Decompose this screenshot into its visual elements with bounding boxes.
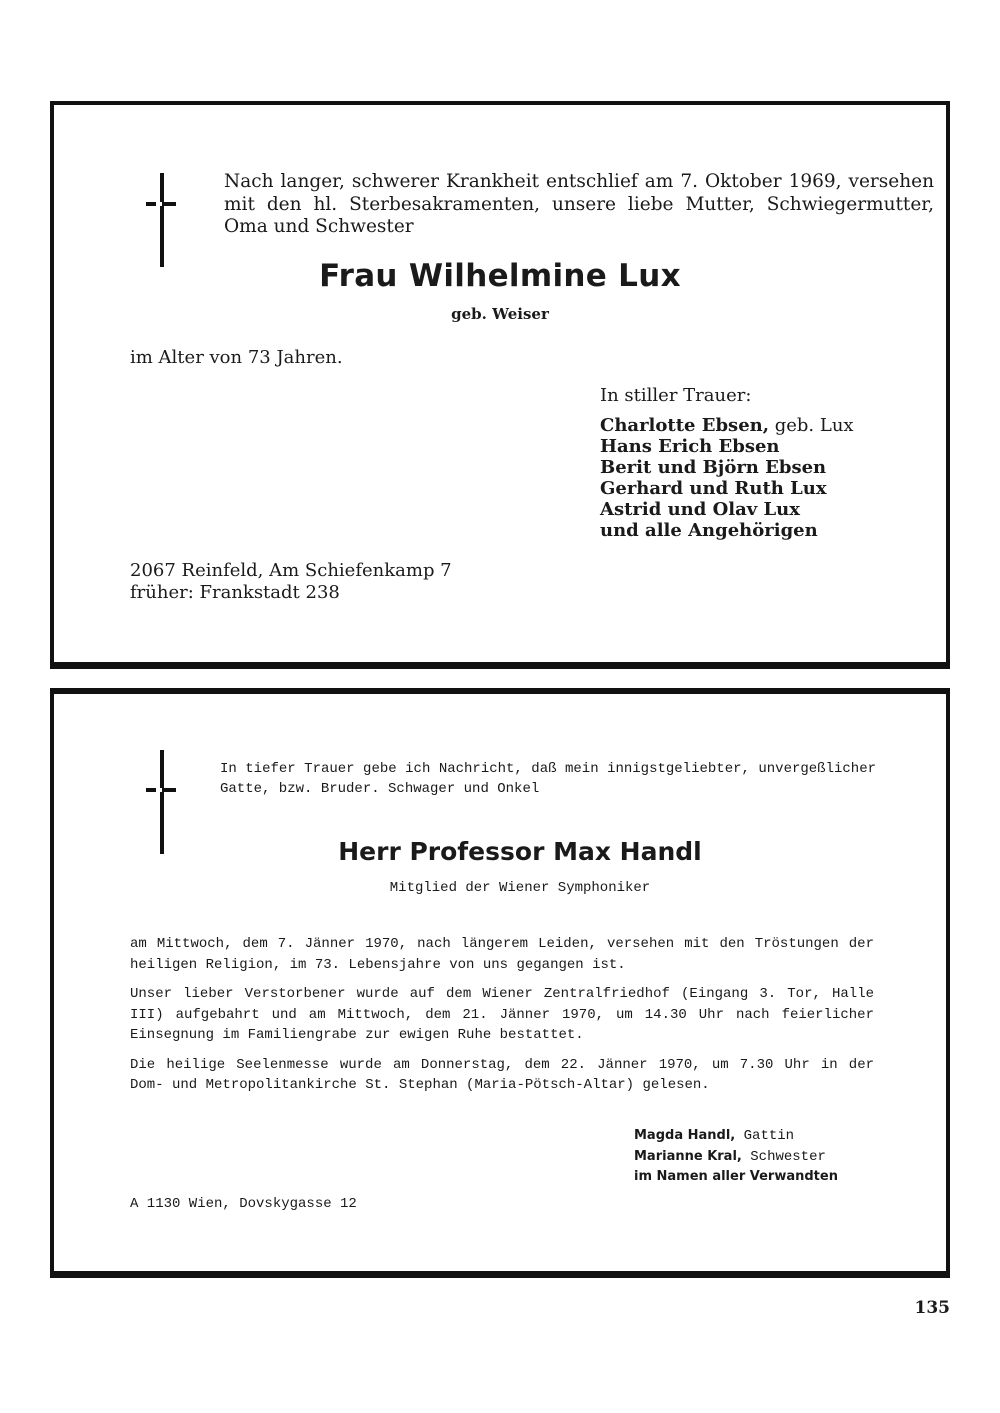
mourner-entry: und alle Angehörigen: [600, 520, 818, 541]
mourners-list: [600, 385, 854, 541]
mourners-list: [634, 1126, 838, 1188]
mourner-entry: Gerhard und Ruth Lux: [600, 478, 827, 499]
notice-intro: In tiefer Trauer gebe ich Nachricht, daß mein innigstgeliebter, unvergeßlicher Gatte, bzw. Bruder. Schwager und Onkel: [220, 761, 876, 797]
mourner-entry: Magda Handl, Gattin: [634, 1128, 795, 1144]
obituary-notice-lux: [50, 101, 950, 669]
mourner-entry: Marianne Kral, Schwester: [634, 1148, 826, 1165]
obituary-notice-handl: [50, 688, 950, 1278]
address-block: [130, 560, 452, 604]
notice-intro: Nach langer, schwerer Krankheit entschlief am 7. Oktober 1969, versehen mit den hl. Sterbesakramenten, unsere liebe Mutter, Schwiegermutter, Oma und Schwester: [224, 171, 934, 237]
mourner-entry: Astrid und Olav Lux: [600, 499, 800, 520]
cross-icon: [146, 173, 176, 269]
page-number: 135: [914, 1298, 950, 1318]
mourner-entry: Hans Erich Ebsen: [600, 436, 780, 457]
maiden-name: geb. Weiser: [451, 305, 549, 323]
deceased-role: Mitglied der Wiener Symphoniker: [389, 880, 651, 896]
body-paragraph: am Mittwoch, dem 7. Jänner 1970, nach längerem Leiden, versehen mit den Tröstungen der heiligen Religion, im 73. Lebensjahre von uns gegangen ist.: [130, 936, 874, 973]
address-line: 2067 Reinfeld, Am Schiefenkamp 7: [130, 560, 452, 581]
deceased-name: Herr Professor Max Handl: [338, 837, 702, 866]
notice-body: [130, 934, 874, 1105]
mourner-entry: im Namen aller Verwandten: [634, 1169, 838, 1184]
mourners-heading: In stiller Trauer:: [600, 385, 752, 406]
address-line: früher: Frankstadt 238: [130, 582, 340, 603]
mourner-entry: Charlotte Ebsen, geb. Lux: [600, 415, 854, 436]
address-line: A 1130 Wien, Dovskygasse 12: [130, 1196, 357, 1212]
age-line: im Alter von 73 Jahren.: [130, 347, 343, 368]
body-paragraph: Die heilige Seelenmesse wurde am Donnerstag, dem 22. Jänner 1970, um 7.30 Uhr in der Dom- und Metropolitankirche St. Stephan (Maria-Pötsch-Altar) gelesen.: [130, 1056, 874, 1093]
body-paragraph: Unser lieber Verstorbener wurde auf dem Wiener Zentralfriedhof (Eingang 3. Tor, Halle III) aufgebahrt und am Mittwoch, dem 21. Jänner 1970, um 14.30 Uhr nach feierlicher Einsegnung im Familiengrabe zur ewigen Ruhe bestattet.: [130, 986, 874, 1043]
deceased-name: Frau Wilhelmine Lux: [319, 258, 681, 294]
mourner-entry: Berit und Björn Ebsen: [600, 457, 827, 478]
